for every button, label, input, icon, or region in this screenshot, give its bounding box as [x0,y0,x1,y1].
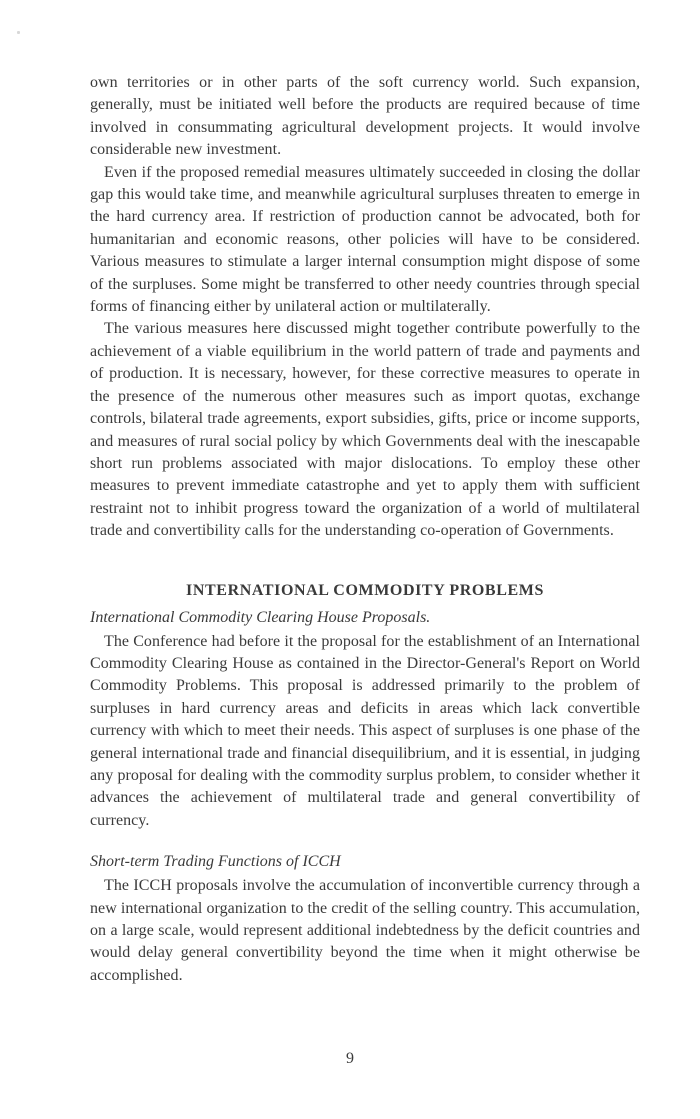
subheading-short-term-trading: Short-term Trading Functions of ICCH [90,853,341,871]
page-number: 9 [346,1050,354,1067]
paragraph-icch-proposal: The Conference had before it the proposal for the establishment of an International Commodity Clearing House as contained in the Director-General's Report on World Commodity Problems. This proposal is addressed primarily to the problem of surpluses in hard currency areas and deficits in areas which lack convertible currency with which to meet their needs. This aspect of surpluses is one phase of the general international trade and financial disequilibrium, and it is essential, in judging any proposal for dealing with the commodity surplus problem, to consider whether it advances the achievement of multilateral trade and general convertibility of currency. [90,632,640,829]
subheading-clearing-house: International Commodity Clearing House Proposals. [90,608,431,626]
scan-speck [17,31,20,34]
page-body [90,72,640,987]
paragraph-corrective-measures: The various measures here discussed might together contribute powerfully to the achievement of a viable equilibrium in the world pattern of trade and payments and of production. It is necessary, however, for these corrective measures to operate in the presence of the numerous other measures such as import quotas, exchange controls, bilateral trade agreements, export subsidies, gifts, price or income supports, and measures of rural social policy by which Governments deal with the inescapable short run problems associated with major dislocations. To employ these other measures to prevent immediate catastrophe and yet to apply them with sufficient restraint not to inhibit progress toward the organization of a world of multilateral trade and convertibility calls for the understanding co-operation of Governments. [90,320,640,540]
section-heading: INTERNATIONAL COMMODITY PROBLEMS [186,581,544,599]
paragraph-continuation: own territories or in other parts of the soft currency world. Such expansion, generally, must be initiated well before the products are required because of time involved in consummating agricultural development projects. It would involve considerable new investment. [90,74,640,159]
paragraph-dollar-gap: Even if the proposed remedial measures ultimately succeeded in closing the dollar gap this would take time, and meanwhile agricultural surpluses threaten to emerge in the hard currency area. If restriction of production cannot be advocated, both for humanitarian and economic reasons, other policies will have to be considered. Various measures to stimulate a larger internal consumption might dispose of some of the surpluses. Some might be transferred to other needy countries through special forms of financing either by unilateral action or multilaterally. [90,163,640,316]
paragraph-icch-accumulation: The ICCH proposals involve the accumulation of inconvertible currency through a new international organization to the credit of the selling country. This accumulation, on a large scale, would represent additional indebtedness by the deficit countries and would delay general convertibility beyond the time when it might otherwise be accomplished. [90,877,640,984]
